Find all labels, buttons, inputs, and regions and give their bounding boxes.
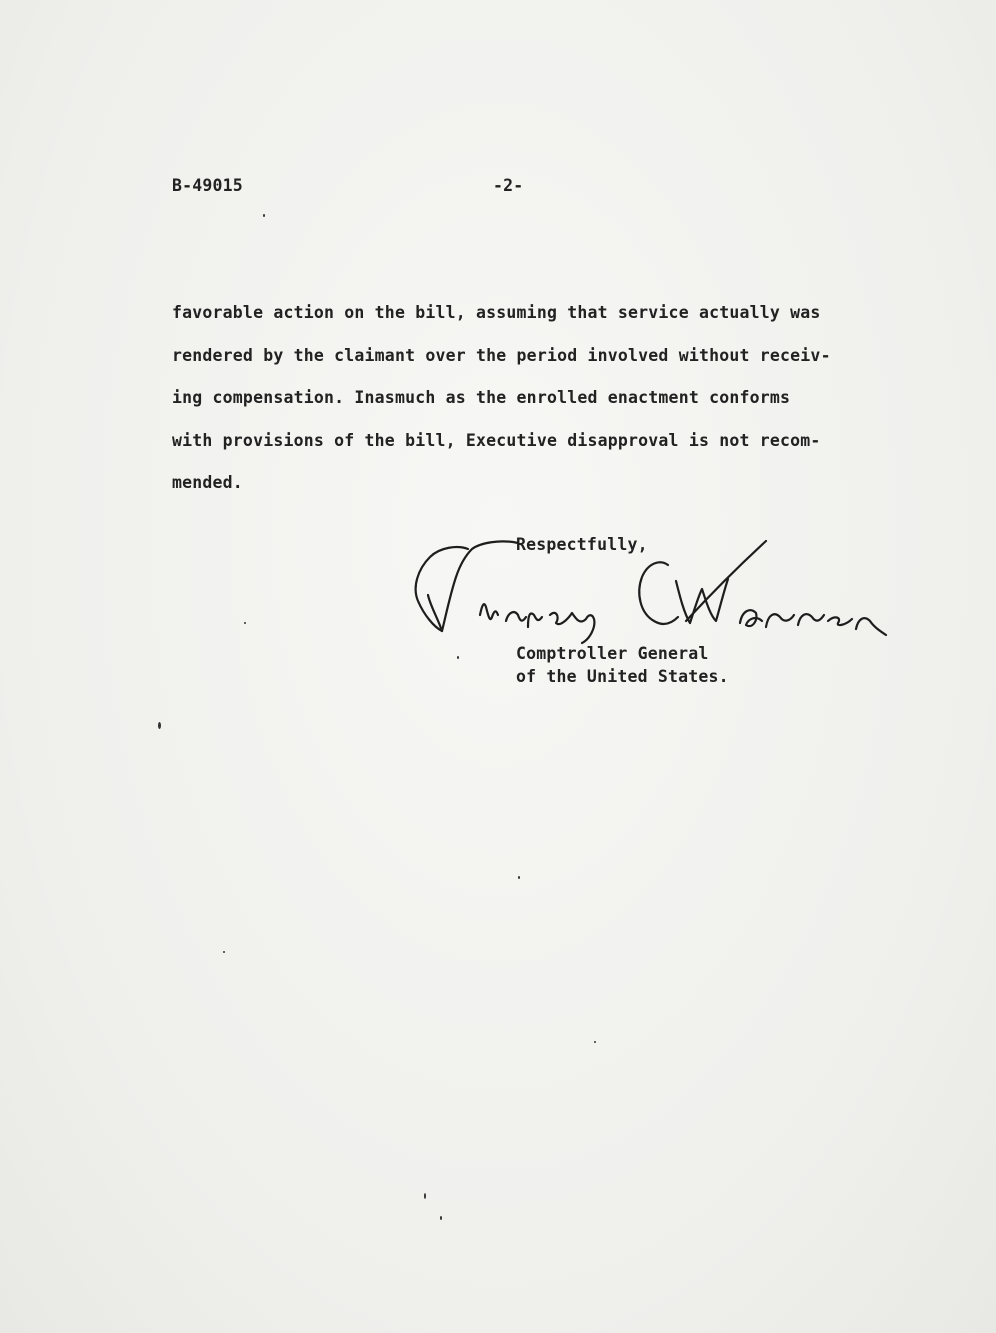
body-line: ing compensation. Inasmuch as the enrolled enactment conforms bbox=[172, 388, 791, 407]
scan-speck bbox=[158, 722, 161, 729]
scan-speck bbox=[424, 1193, 426, 1199]
scan-speck bbox=[518, 876, 520, 879]
closing-salutation: Respectfully, bbox=[516, 535, 648, 554]
scan-speck bbox=[223, 951, 225, 953]
letter-body bbox=[172, 300, 872, 513]
body-line: favorable action on the bill, assuming that service actually was bbox=[172, 303, 821, 322]
scan-speck bbox=[440, 1216, 442, 1220]
reference-number: B-49015 bbox=[172, 176, 243, 195]
title-line: of the United States. bbox=[516, 667, 729, 686]
scan-speck bbox=[263, 214, 265, 217]
title-line: Comptroller General bbox=[516, 644, 709, 663]
handwritten-signature bbox=[410, 535, 900, 655]
signatory-title bbox=[516, 642, 816, 688]
page-number: -2- bbox=[493, 176, 524, 195]
scan-speck bbox=[244, 622, 246, 624]
scan-speck bbox=[594, 1041, 596, 1043]
body-line: with provisions of the bill, Executive disapproval is not recom- bbox=[172, 430, 821, 450]
body-line: mended. bbox=[172, 473, 243, 492]
scan-speck bbox=[457, 656, 459, 659]
body-line: rendered by the claimant over the period involved without receiv- bbox=[172, 345, 831, 365]
